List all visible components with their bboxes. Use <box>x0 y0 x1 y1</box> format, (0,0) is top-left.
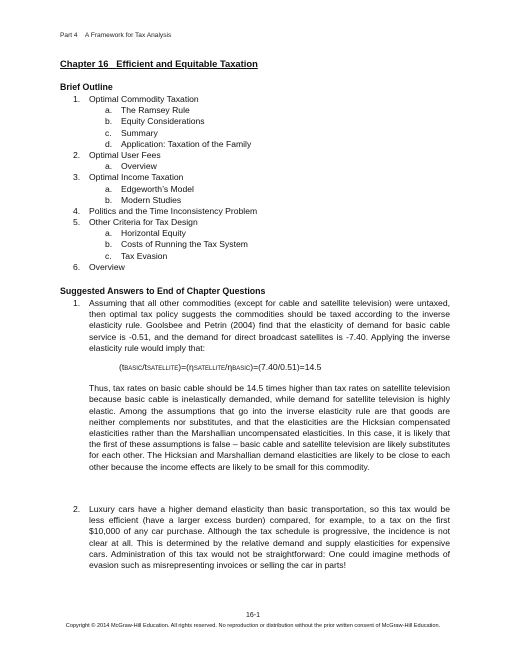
answer-number: 1. <box>73 298 81 308</box>
outline-number: 6. <box>73 261 81 272</box>
copyright-notice: Copyright © 2014 McGraw-Hill Education. All rights reserved. No reproduction or distribution without the prior written consent of McGraw-Hill Education. <box>65 623 441 629</box>
outline-number: 2. <box>73 149 81 160</box>
outline-text: Optimal Income Taxation <box>89 172 184 183</box>
chapter-label: Chapter 16 <box>60 58 109 69</box>
outline-subitem <box>60 116 480 127</box>
answer-paragraph: Assuming that all other commodities (except for cable and satellite television) were untaxed, then optimal tax policy suggests the commodities should be taxed according to the inverse elasticity rule. Goolsbee and Petrin (2004) find that the elasticity of demand for basic cable service is -0.51, and the demand for direct broadcast satellites is -7.40. Applying the inverse elasticity rule would imply that: <box>89 298 450 353</box>
outline-subnumber: a. <box>105 105 113 116</box>
outline-subitem <box>60 161 480 172</box>
outline-subnumber: d. <box>105 138 113 149</box>
chapter-name: Efficient and Equitable Taxation <box>116 58 258 69</box>
outline-number: 5. <box>73 217 81 228</box>
outline-number: 3. <box>73 172 81 183</box>
running-header <box>60 32 171 39</box>
outline-item <box>60 262 480 273</box>
answers-section <box>60 298 450 571</box>
outline-subtext: Tax Evasion <box>121 250 168 261</box>
outline-text: Politics and the Time Inconsistency Problem <box>89 205 258 216</box>
chapter-title <box>60 58 258 69</box>
outline-subnumber: a. <box>105 228 113 239</box>
outline-item <box>60 94 480 105</box>
outline-subnumber: a. <box>105 161 113 172</box>
outline-subtext: Overview <box>121 161 157 172</box>
outline-subnumber: a. <box>105 183 113 194</box>
outline-item <box>60 217 480 228</box>
outline-subitem <box>60 139 480 150</box>
answer-paragraph: Thus, tax rates on basic cable should be 14.5 times higher than tax rates on satellite television because basic cable is inelastically demanded, while demand for satellite television is highly elastic. Among the assumptions that go into the inverse elasticity rule are that goods are neither complements nor substitutes, and that the elasticities are the Hicksian compensated elasticities rather than the Marshallian uncompensated elasticities. In this case, it is likely that the first of these assumptions is false – basic cable and satellite television are likely substitutes for each other. The Hicksian and Marshallian demand elasticities are likely to be close to each other because the income effects are likely to be small for this commodity. <box>89 383 450 472</box>
outline-subtext: Application: Taxation of the Family <box>121 138 252 149</box>
outline-text: Optimal User Fees <box>89 149 161 160</box>
outline-subtext: Horizontal Equity <box>121 228 186 239</box>
brief-outline <box>60 94 480 273</box>
outline-subnumber: b. <box>105 116 113 127</box>
outline-text: Optimal Commodity Taxation <box>89 94 199 104</box>
outline-subitem <box>60 251 480 262</box>
outline-subitem <box>60 239 480 250</box>
outline-item <box>60 206 480 217</box>
outline-item <box>60 172 480 183</box>
answer-1 <box>60 298 450 498</box>
answers-heading: Suggested Answers to End of Chapter Questions <box>60 286 266 296</box>
outline-subtext: Modern Studies <box>121 194 182 205</box>
outline-number: 4. <box>73 205 81 216</box>
outline-subtext: Edgeworth’s Model <box>121 183 194 194</box>
page-number: 16-1 <box>245 612 260 619</box>
outline-heading: Brief Outline <box>60 82 113 92</box>
outline-subtext: Equity Considerations <box>121 116 205 127</box>
elasticity-formula: (tBASIC/tSATELLITE)=(ηSATELLITE/ηBASIC)=(7.40/0.51)=14.5 <box>119 362 322 373</box>
outline-subnumber: b. <box>105 194 113 205</box>
outline-text: Overview <box>89 261 125 272</box>
outline-subitem <box>60 195 480 206</box>
answer-2 <box>60 504 450 571</box>
outline-subnumber: c. <box>105 250 112 261</box>
part-label: Part 4 <box>60 32 78 39</box>
outline-number: 1. <box>73 94 81 104</box>
outline-subitem <box>60 228 480 239</box>
outline-subitem <box>60 105 480 116</box>
outline-subnumber: b. <box>105 239 113 250</box>
outline-subitem <box>60 128 480 139</box>
answer-number: 2. <box>73 504 81 514</box>
outline-item <box>60 150 480 161</box>
answer-paragraph: Luxury cars have a higher demand elasticity than basic transportation, so this tax would be less efficient (have a larger excess burden) compared, for example, to a tax on the first $10,000 of any car purchase. Although the tax schedule is progressive, the incidence is not clear at all. This is determined by the relative demand and supply elasticities for expensive cars. Administration of this tax would not be straightforward: One could imagine methods of evasion such as misrepresenting invoices or selling the car in parts! <box>89 504 450 571</box>
outline-subtext: Costs of Running the Tax System <box>121 239 248 250</box>
outline-subitem <box>60 184 480 195</box>
part-title: A Framework for Tax Analysis <box>84 32 172 39</box>
outline-subtext: Summary <box>121 127 158 138</box>
outline-subtext: The Ramsey Rule <box>121 105 190 116</box>
outline-subnumber: c. <box>105 127 112 138</box>
outline-text: Other Criteria for Tax Design <box>89 217 198 228</box>
